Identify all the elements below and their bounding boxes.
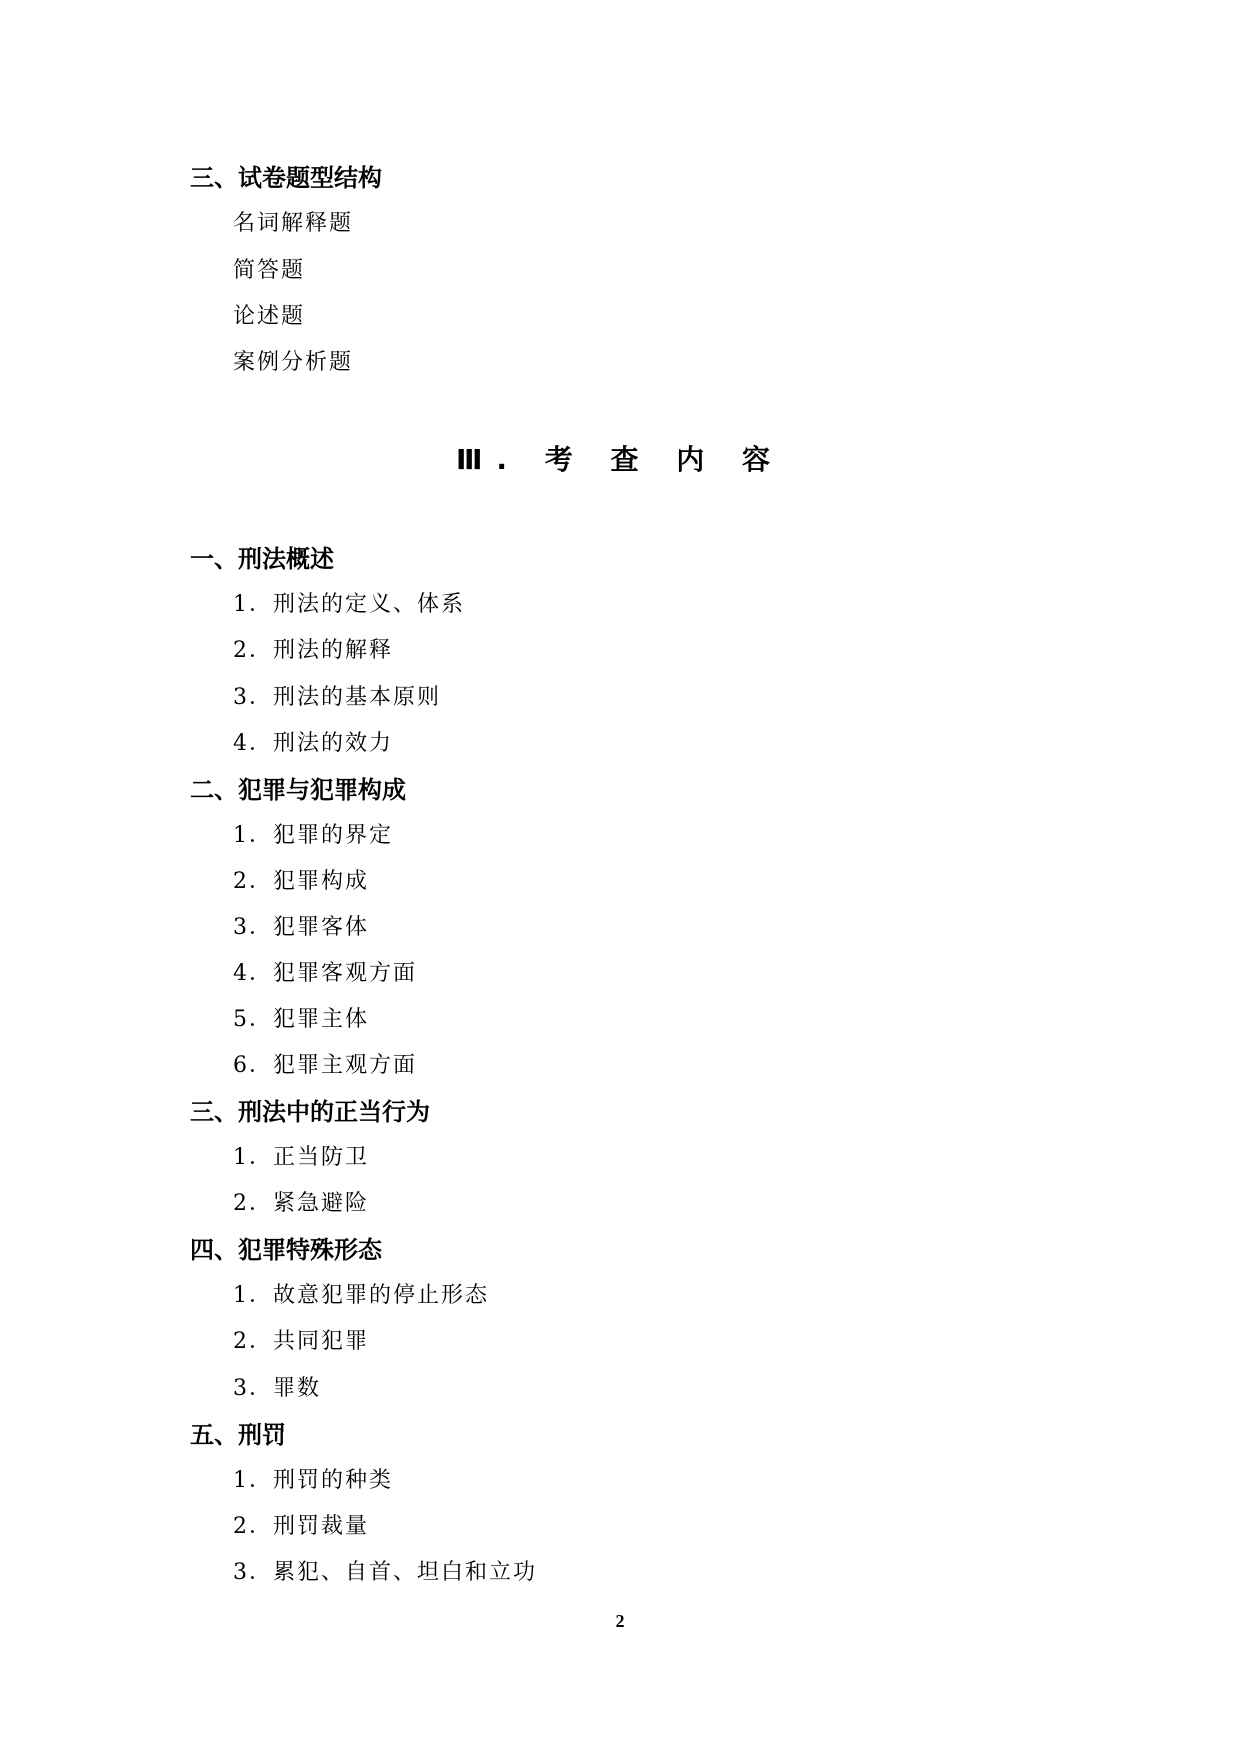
section-heading: 二、犯罪与犯罪构成 [190, 776, 406, 804]
list-item: 1．刑罚的种类 [233, 1468, 393, 1493]
list-item: 2．紧急避险 [233, 1191, 369, 1216]
list-item: 2．共同犯罪 [233, 1329, 369, 1354]
list-item: 4．刑法的效力 [233, 731, 393, 756]
list-item: 1．故意犯罪的停止形态 [233, 1283, 489, 1308]
section-heading: 三、刑法中的正当行为 [190, 1098, 430, 1126]
list-item: 3．刑法的基本原则 [233, 685, 441, 710]
page-title: Ⅲ. 考 查 内 容 [455, 443, 785, 476]
list-item: 案例分析题 [233, 350, 354, 375]
page-number: 2 [615, 1611, 625, 1631]
list-item: 2．刑罚裁量 [233, 1514, 369, 1539]
list-item: 名词解释题 [233, 211, 354, 236]
list-item: 3．犯罪客体 [233, 915, 369, 940]
list-item: 3．罪数 [233, 1376, 321, 1401]
list-item: 1．正当防卫 [233, 1145, 369, 1170]
list-item: 论述题 [233, 304, 306, 329]
list-item: 4．犯罪客观方面 [233, 961, 417, 986]
list-item: 1．犯罪的界定 [233, 823, 393, 848]
list-item: 3．累犯、自首、坦白和立功 [233, 1560, 537, 1585]
list-item: 5．犯罪主体 [233, 1007, 369, 1032]
list-item: 6．犯罪主观方面 [233, 1053, 417, 1078]
section-heading: 五、刑罚 [190, 1421, 286, 1449]
section-heading: 三、试卷题型结构 [190, 164, 382, 192]
list-item: 1．刑法的定义、体系 [233, 592, 465, 617]
section-heading: 一、刑法概述 [190, 545, 334, 573]
section-heading: 四、犯罪特殊形态 [190, 1236, 382, 1264]
list-item: 2．犯罪构成 [233, 869, 369, 894]
list-item: 2．刑法的解释 [233, 638, 393, 663]
list-item: 简答题 [233, 258, 306, 283]
